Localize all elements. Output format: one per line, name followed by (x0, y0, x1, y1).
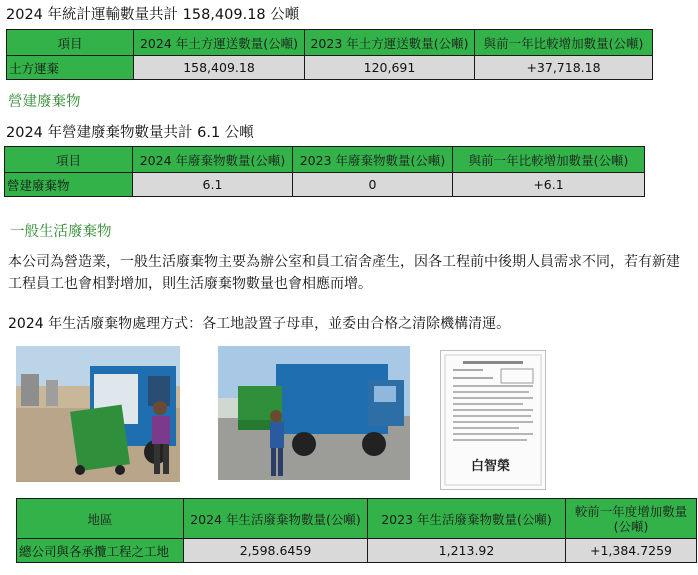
general-waste-table (16, 498, 697, 563)
value-cell: +6.1 (453, 173, 645, 197)
value-cell: 0 (293, 173, 453, 197)
table-header-cell: 與前一年比較增加數量(公噸) (475, 30, 653, 56)
general-section-heading: 一般生活廢棄物 (10, 224, 112, 240)
value-cell: 2,598.6459 (184, 539, 368, 563)
table-row (17, 539, 697, 563)
table-header-cell: 2023 年生活廢棄物數量(公噸) (368, 499, 566, 539)
construction-table (4, 146, 645, 197)
construction-title: 2024 年營建廢棄物數量共計 6.1 公噸 (6, 125, 254, 141)
table-row (5, 173, 645, 197)
document-stamp: 白智榮 (471, 459, 511, 474)
table-header-cell: 地區 (17, 499, 184, 539)
row-label-cell: 總公司與各承攬工程之工地 (17, 539, 184, 563)
row-label-cell: 土方運棄 (7, 56, 134, 80)
table-row (7, 56, 653, 80)
general-disposal-note: 2024 年生活廢棄物處理方式：各工地設置子母車，並委由合格之清除機構清運。 (8, 316, 511, 332)
table-header-row (17, 499, 697, 539)
row-label-cell: 營建廢棄物 (5, 173, 133, 197)
value-cell: 158,409.18 (134, 56, 305, 80)
permit-document-image (440, 350, 546, 490)
table-header-cell: 與前一年比較增加數量(公噸) (453, 147, 645, 173)
garbage-truck-photo (218, 346, 410, 480)
construction-section-heading: 營建廢棄物 (8, 94, 81, 110)
value-cell: +37,718.18 (475, 56, 653, 80)
table-header-cell: 2024 年廢棄物數量(公噸) (133, 147, 293, 173)
transport-table (6, 29, 653, 80)
value-cell: +1,384.7259 (566, 539, 697, 563)
transport-title: 2024 年統計運輸數量共計 158,409.18 公噸 (6, 7, 300, 23)
table-header-cell: 較前一年度增加數量(公噸) (566, 499, 697, 539)
table-header-cell: 2024 年土方運送數量(公噸) (134, 30, 305, 56)
table-header-cell: 項目 (5, 147, 133, 173)
value-cell: 1,213.92 (368, 539, 566, 563)
table-header-cell: 項目 (7, 30, 134, 56)
general-paragraph: 本公司為營造業，一般生活廢棄物主要為辦公室和員工宿舍產生，因各工程前中後期人員需求不同，若有新建工程員工也會相對增加，則生活廢棄物數量也會相應而增。 (8, 254, 680, 292)
table-header-cell: 2023 年土方運送數量(公噸) (305, 30, 475, 56)
value-cell: 120,691 (305, 56, 475, 80)
value-cell: 6.1 (133, 173, 293, 197)
table-header-cell: 2023 年廢棄物數量(公噸) (293, 147, 453, 173)
garbage-truck-photo (16, 346, 180, 482)
table-header-row (5, 147, 645, 173)
table-header-cell: 2024 年生活廢棄物數量(公噸) (184, 499, 368, 539)
table-header-row (7, 30, 653, 56)
